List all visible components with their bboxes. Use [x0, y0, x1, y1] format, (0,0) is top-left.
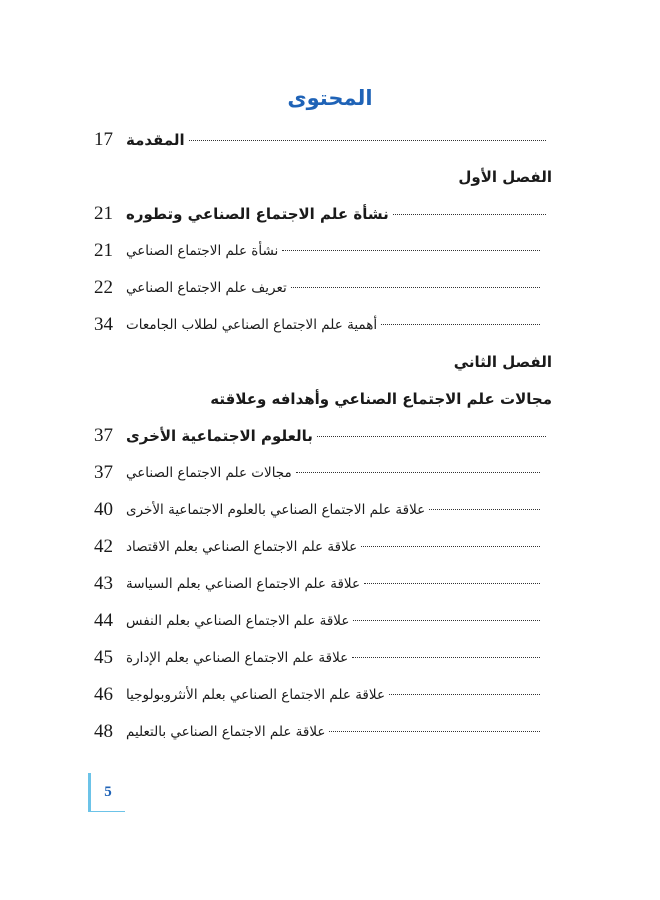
toc-entry-label: علاقة علم الاجتماع الصناعي بالعلوم الاجتماعية الأخرى	[126, 501, 426, 518]
toc-row[interactable]	[90, 713, 552, 750]
dot-leader	[353, 620, 540, 621]
toc-entry-label: علاقة علم الاجتماع الصناعي بعلم الاقتصاد	[126, 538, 358, 555]
toc-page-number: 21	[94, 202, 113, 224]
toc-row[interactable]	[90, 491, 552, 528]
toc-entry-label: المقدمة	[126, 130, 185, 149]
toc-row[interactable]	[90, 269, 552, 306]
page-number-box: 5	[88, 773, 125, 812]
dot-leader	[291, 287, 540, 288]
toc-row[interactable]	[90, 565, 552, 602]
toc-chapter-heading	[90, 343, 552, 380]
toc-entry-label: تعريف علم الاجتماع الصناعي	[126, 279, 287, 296]
toc-entry-label: أهمية علم الاجتماع الصناعي لطلاب الجامعات	[126, 316, 378, 333]
dot-leader	[317, 436, 546, 437]
toc-row[interactable]	[90, 454, 552, 491]
toc-row[interactable]	[90, 195, 552, 232]
toc-page-number: 17	[94, 128, 113, 150]
dot-leader	[296, 472, 540, 473]
dot-leader	[282, 250, 540, 251]
toc-row[interactable]	[90, 676, 552, 713]
toc-page-number: 37	[94, 424, 113, 446]
toc-entry-label: علاقة علم الاجتماع الصناعي بعلم النفس	[126, 612, 350, 629]
toc-row[interactable]	[90, 232, 552, 269]
toc-title: المحتوى	[287, 86, 373, 110]
toc-entry-label: بالعلوم الاجتماعية الأخرى	[126, 426, 313, 445]
toc-page-number: 43	[94, 572, 113, 594]
dot-leader	[329, 731, 540, 732]
toc-page-number: 21	[94, 239, 113, 261]
toc-row[interactable]	[90, 639, 552, 676]
toc-page-number: 44	[94, 609, 113, 631]
toc-entry-label: مجالات علم الاجتماع الصناعي	[126, 464, 292, 481]
toc-page-number: 42	[94, 535, 113, 557]
chapter-heading-text: الفصل الثاني	[453, 352, 552, 371]
table-of-contents	[90, 121, 552, 750]
dot-leader	[389, 694, 540, 695]
dot-leader	[189, 140, 546, 141]
toc-entry-label: علاقة علم الاجتماع الصناعي بعلم الأنثروبولوجيا	[126, 686, 385, 703]
toc-row[interactable]	[90, 121, 552, 158]
dot-leader	[381, 324, 540, 325]
toc-page-number: 46	[94, 683, 113, 705]
toc-chapter-heading	[90, 158, 552, 195]
toc-row[interactable]	[90, 528, 552, 565]
dot-leader	[364, 583, 540, 584]
toc-page-number: 48	[94, 720, 113, 742]
toc-entry-label: نشأة علم الاجتماع الصناعي وتطوره	[126, 204, 389, 223]
toc-row[interactable]	[90, 417, 552, 454]
toc-entry-label: علاقة علم الاجتماع الصناعي بعلم الإدارة	[126, 649, 349, 666]
toc-page-number: 40	[94, 498, 113, 520]
toc-chapter-heading	[90, 380, 552, 417]
chapter-heading-text: مجالات علم الاجتماع الصناعي وأهدافه وعلاقته	[210, 389, 552, 408]
toc-row[interactable]	[90, 602, 552, 639]
chapter-heading-text: الفصل الأول	[458, 167, 552, 186]
dot-leader	[429, 509, 540, 510]
toc-page-number: 45	[94, 646, 113, 668]
toc-page-number: 34	[94, 313, 113, 335]
toc-row[interactable]	[90, 306, 552, 343]
dot-leader	[393, 214, 546, 215]
toc-entry-label: علاقة علم الاجتماع الصناعي بعلم السياسة	[126, 575, 361, 592]
toc-entry-label: علاقة علم الاجتماع الصناعي بالتعليم	[126, 723, 326, 740]
toc-entry-label: نشأة علم الاجتماع الصناعي	[126, 242, 279, 259]
toc-page-number: 37	[94, 461, 113, 483]
dot-leader	[352, 657, 540, 658]
toc-page-number: 22	[94, 276, 113, 298]
dot-leader	[361, 546, 540, 547]
